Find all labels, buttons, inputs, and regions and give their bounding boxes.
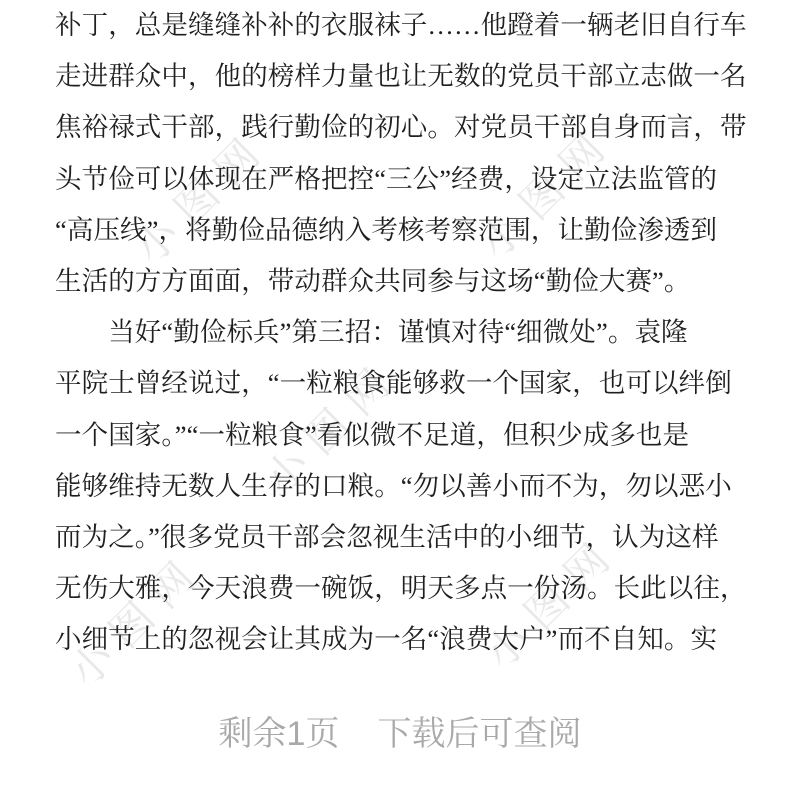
document-line: 补丁，总是缝缝补补的衣服袜子……他蹬着一辆老旧自行车 (55, 10, 747, 40)
document-body (55, 0, 747, 666)
watermark-text: 小图网 (125, 120, 278, 273)
document-line: 而为之。”很多党员干部会忽视生活中的小细节，认为这样 (55, 522, 719, 553)
download-hint-label: 下载后可查阅 (377, 715, 582, 753)
document-line: 能够维持无数人生存的口粮。“勿以善小而不为，勿以恶小 (55, 470, 732, 501)
document-line: “高压线”，将勤俭品德纳入考核考察范围，让勤俭渗透到 (55, 214, 718, 245)
document-line: 当好“勤俭标兵”第三招：谨慎对待“细微处”。袁隆 (55, 317, 688, 348)
watermark-text: 小图网 (475, 525, 628, 678)
document-line: 头节俭可以体现在严格把控“三公”经费，设定立法监管的 (55, 163, 718, 194)
document-line: 小细节上的忽视会让其成为一名“浪费大户”而不自知。实 (55, 624, 718, 655)
remaining-pages-label: 剩余1页 (218, 715, 340, 753)
watermark-text: 小图网 (470, 115, 623, 268)
document-line: 平院士曾经说过，“一粒粮食能够救一个国家，也可以绊倒 (55, 368, 732, 399)
document-line: 焦裕禄式干部，践行勤俭的初心。对党员干部自身而言，带 (55, 112, 747, 143)
document-line: 走进群众中，他的榜样力量也让无数的党员干部立志做一名 (55, 61, 747, 92)
document-line: 生活的方方面面，带动群众共同参与这场“勤俭大赛”。 (55, 266, 691, 297)
document-line: 无伤大雅，今天浪费一碗饭，明天多点一份汤。长此以往， (55, 573, 747, 604)
document-line: 一个国家。”“一粒粮食”看似微不足道，但积少成多也是 (55, 419, 690, 450)
watermark-text: 小图网 (60, 543, 213, 696)
preview-footer (0, 706, 800, 755)
watermark-text: 小图网 (255, 350, 408, 503)
